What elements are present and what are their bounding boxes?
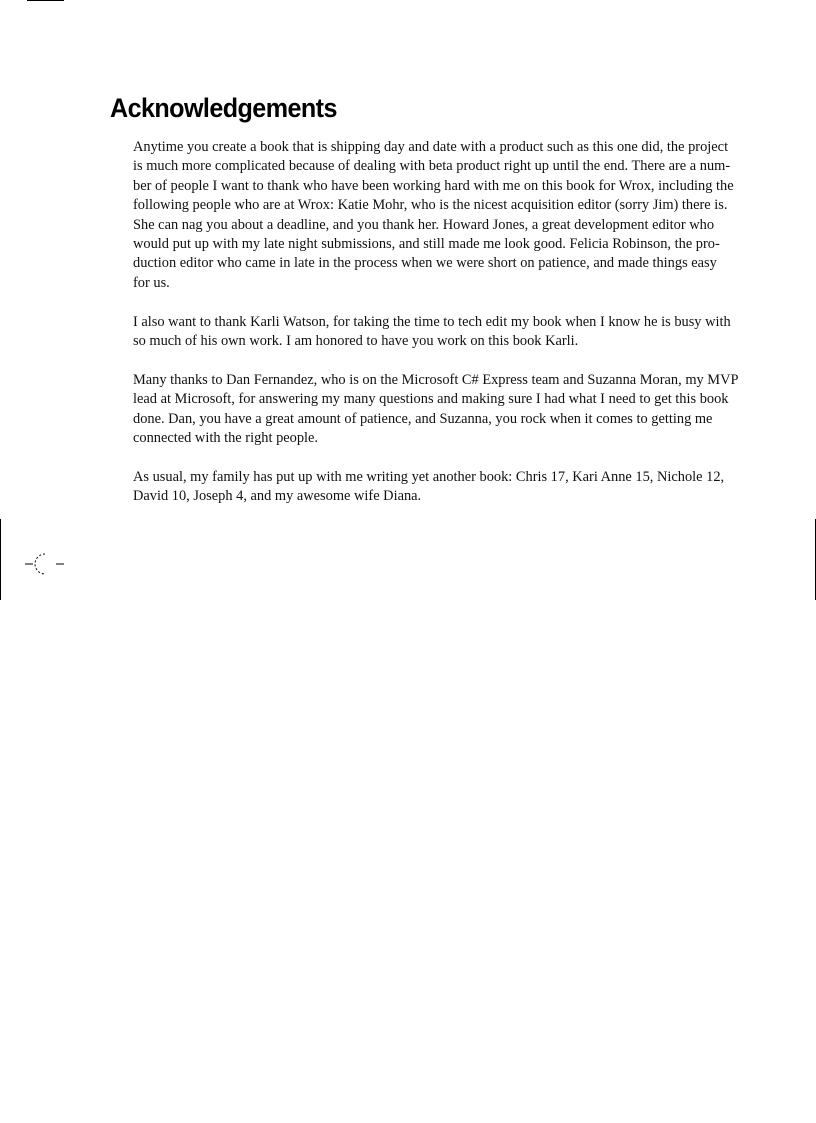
text-line: done. Dan, you have a great amount of patience, and Suzanna, you rock when it comes to getting me xyxy=(133,410,713,427)
text-line: Many thanks to Dan Fernandez, who is on the Microsoft C# Express team and Suzanna Moran, my MVP xyxy=(133,371,739,388)
text-line: Anytime you create a book that is shipping day and date with a product such as this one did, the project xyxy=(133,139,729,155)
text-line: As usual, my family has put up with me writing yet another book: Chris 17, Kari Anne 15, Nichole 12, xyxy=(133,468,725,485)
paragraph-thanks-tech-editor xyxy=(133,313,773,352)
text-line: following people who are at Wrox: Katie Mohr, who is the nicest acquisition editor (sorry Jim) there is. xyxy=(133,197,728,214)
page-title: Acknowledgements xyxy=(110,93,337,123)
paragraph-thanks-wrox-team xyxy=(133,138,773,293)
text-line: connected with the right people. xyxy=(133,430,319,447)
text-line: ber of people I want to thank who have been working hard with me on this book for Wrox, including the xyxy=(133,177,734,194)
crop-mark-top xyxy=(27,0,64,1)
margin-line-left xyxy=(0,519,1,600)
text-line: David 10, Joseph 4, and my awesome wife Diana. xyxy=(133,488,422,505)
text-line: She can nag you about a deadline, and you thank her. Howard Jones, a great development editor who xyxy=(133,216,715,233)
text-line: duction editor who came in late in the process when we were short on patience, and made things easy xyxy=(133,255,717,272)
text-line: I also want to thank Karli Watson, for taking the time to tech edit my book when I know he is busy with xyxy=(133,313,731,330)
text-line: for us. xyxy=(133,274,170,291)
paragraph-thanks-family xyxy=(133,468,773,507)
paragraph-thanks-microsoft xyxy=(133,371,773,449)
registration-mark-icon xyxy=(25,551,65,577)
text-line: so much of his own work. I am honored to have you work on this book Karli. xyxy=(133,333,579,350)
text-line: is much more complicated because of dealing with beta product right up until the end. There are a num- xyxy=(133,158,731,175)
text-line: would put up with my late night submissions, and still made me look good. Felicia Robinson, the pro- xyxy=(133,236,720,253)
text-line: lead at Microsoft, for answering my many questions and making sure I had what I need to get this book xyxy=(133,391,729,408)
acknowledgements-body xyxy=(133,138,773,526)
